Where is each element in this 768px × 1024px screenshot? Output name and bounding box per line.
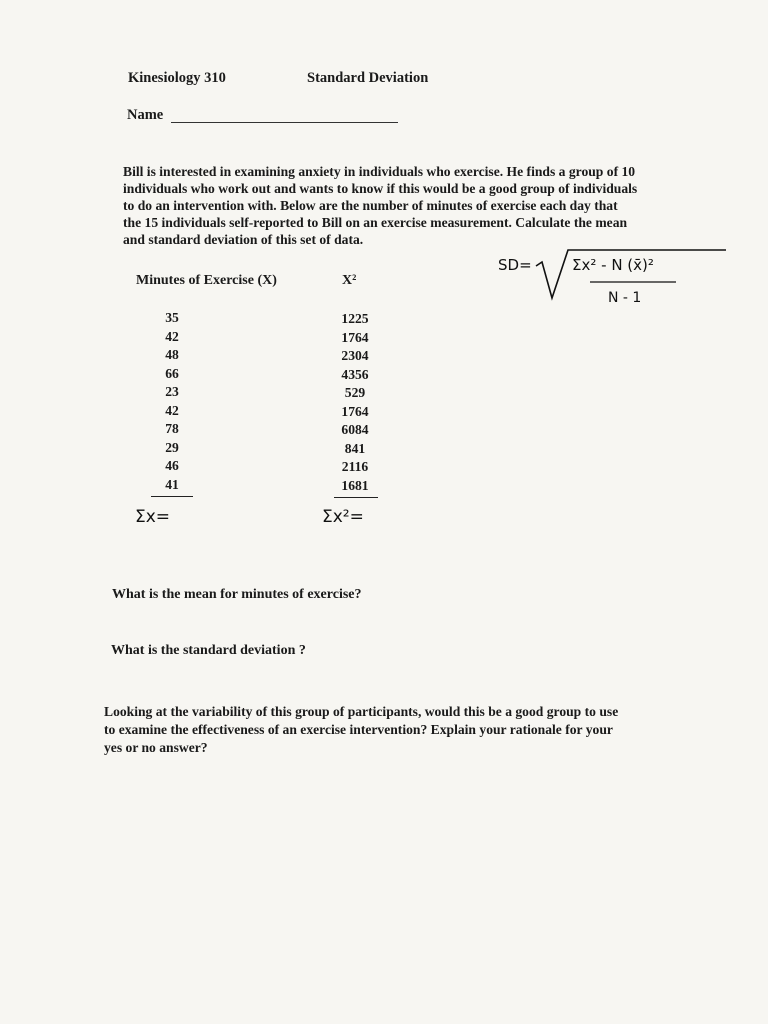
formula-numerator: Σx² - N (x̄)² (572, 256, 654, 274)
minutes-column (152, 309, 192, 494)
table-cell: 1225 (341, 311, 369, 326)
table-cell: 66 (165, 365, 179, 381)
table-cell: 78 (165, 421, 179, 436)
problem-statement (123, 163, 693, 248)
formula-lhs: SD= (498, 256, 532, 274)
table-cell: 46 (165, 458, 179, 473)
question-line: yes or no answer? (104, 740, 208, 755)
sum-rule-x-squared (334, 497, 378, 498)
table-cell: 35 (165, 310, 179, 325)
name-label: Name (127, 107, 164, 123)
sd-formula-handwritten (498, 246, 728, 308)
problem-line: individuals who work out and wants to know if this would be a good group of individuals (123, 181, 638, 196)
table-cell: 841 (344, 440, 366, 456)
problem-line: the 15 individuals self-reported to Bill on an exercise measurement. Calculate the mean (123, 215, 628, 230)
sum-x-label[interactable]: Σx= (135, 507, 171, 527)
name-blank-line[interactable] (171, 122, 398, 123)
table-cell: 529 (344, 385, 366, 400)
table-cell: 23 (165, 384, 179, 399)
table-cell: 1681 (341, 477, 369, 493)
table-cell: 6084 (341, 422, 369, 437)
column-header-minutes: Minutes of Exercise (X) (136, 273, 277, 288)
table-cell: 2304 (341, 348, 369, 363)
table-cell: 29 (165, 439, 179, 455)
table-cell: 2116 (341, 459, 369, 474)
question-line: Looking at the variability of this group of participants, would this be a good group to use (104, 704, 619, 719)
formula-denominator: N - 1 (608, 290, 642, 306)
problem-line: and standard deviation of this set of data. (123, 232, 364, 247)
column-header-x-squared: X² (342, 273, 357, 288)
table-cell: 48 (165, 347, 179, 362)
sum-rule-x (151, 496, 193, 497)
question-variability (104, 703, 704, 757)
question-standard-deviation: What is the standard deviation ? (111, 643, 306, 658)
table-cell: 4356 (341, 366, 369, 382)
course-title: Kinesiology 310 (128, 70, 226, 86)
problem-line: to do an intervention with. Below are the number of minutes of exercise each day that (123, 198, 618, 213)
table-cell: 1764 (341, 403, 369, 419)
sum-x-squared-label[interactable]: Σx²= (322, 507, 364, 527)
table-cell: 41 (165, 476, 179, 492)
question-mean: What is the mean for minutes of exercise? (112, 587, 362, 602)
table-cell: 42 (165, 402, 179, 418)
table-cell: 1764 (341, 329, 369, 345)
question-line: to examine the effectiveness of an exercise intervention? Explain your rationale for your (104, 722, 613, 737)
x-squared-column (333, 310, 377, 495)
worksheet-topic: Standard Deviation (307, 70, 429, 86)
problem-line: Bill is interested in examining anxiety in individuals who exercise. He finds a group of 10 (123, 164, 636, 179)
table-cell: 42 (165, 328, 179, 344)
